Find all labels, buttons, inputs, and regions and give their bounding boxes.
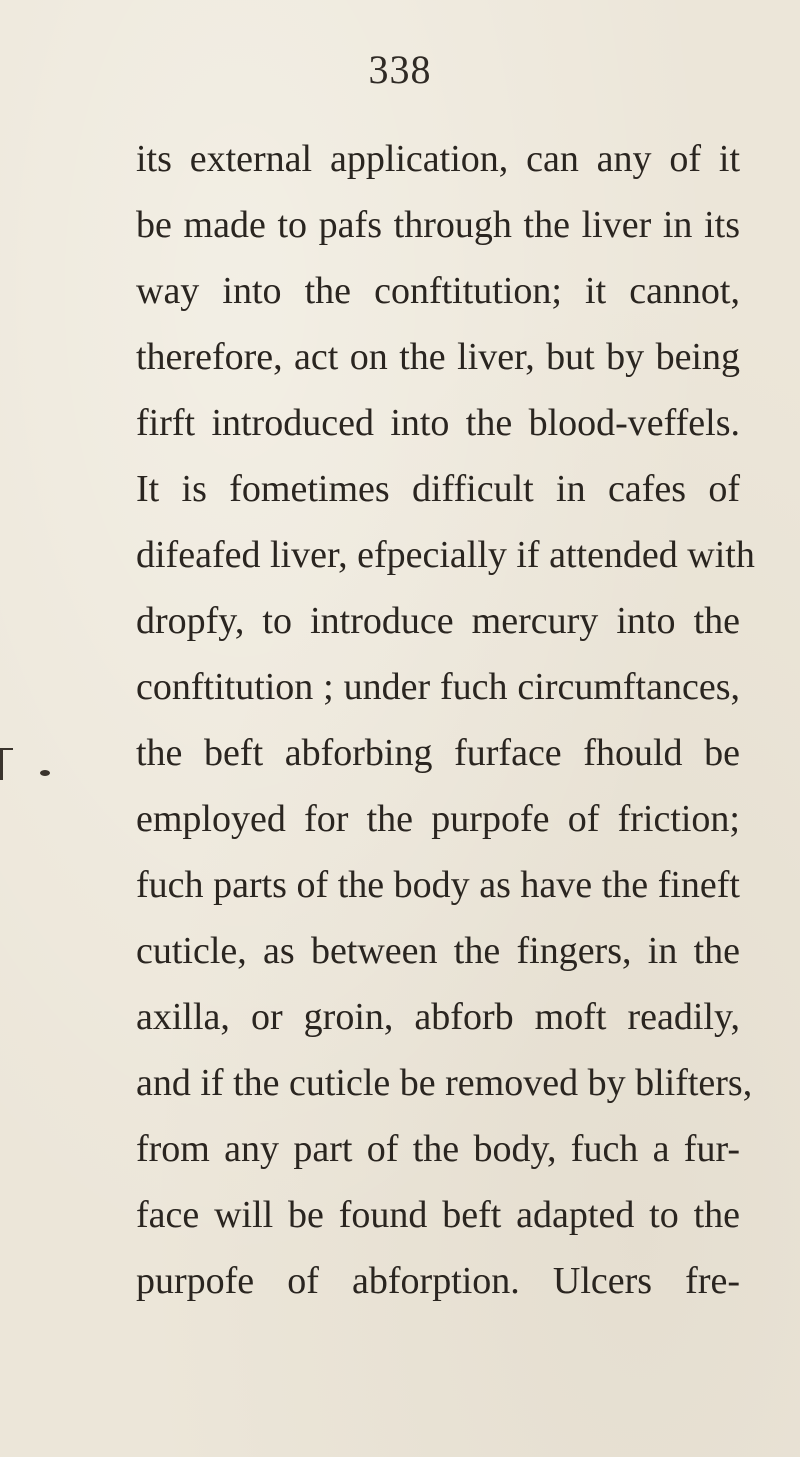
text-line-10: the beft abforbing furface fhould be xyxy=(136,732,740,774)
text-line-7: difeafed liver, efpecially if attended with xyxy=(136,534,755,576)
body-text xyxy=(136,126,755,1314)
text-line-18: purpofe of abforption. Ulcers fre- xyxy=(136,1260,740,1302)
text-line-5: firft introduced into the blood-veffels. xyxy=(136,402,740,444)
text-line-1: its external application, can any of it xyxy=(136,138,740,180)
text-line-8: dropfy, to introduce mercury into the xyxy=(136,600,740,642)
text-line-17: face will be found beft adapted to the xyxy=(136,1194,740,1236)
page-number: 338 xyxy=(368,47,432,92)
text-line-6: It is fometimes difficult in cafes of xyxy=(136,468,740,510)
margin-mark xyxy=(0,748,13,780)
text-line-13: cuticle, as between the fingers, in the xyxy=(136,930,740,972)
text-line-16: from any part of the body, fuch a fur- xyxy=(136,1128,740,1170)
text-line-3: way into the conftitution; it cannot, xyxy=(136,270,740,312)
text-line-4: therefore, act on the liver, but by being xyxy=(136,336,740,378)
text-line-14: axilla, or groin, abforb moft readily, xyxy=(136,996,740,1038)
text-line-2: be made to pafs through the liver in its xyxy=(136,204,740,246)
text-line-12: fuch parts of the body as have the fineft xyxy=(136,864,740,906)
text-line-15: and if the cuticle be removed by blifters, xyxy=(136,1062,753,1104)
text-line-11: employed for the purpofe of friction; xyxy=(136,798,740,840)
ink-speck xyxy=(40,770,50,776)
text-line-9: conftitution ; under fuch circumftances, xyxy=(136,666,740,708)
